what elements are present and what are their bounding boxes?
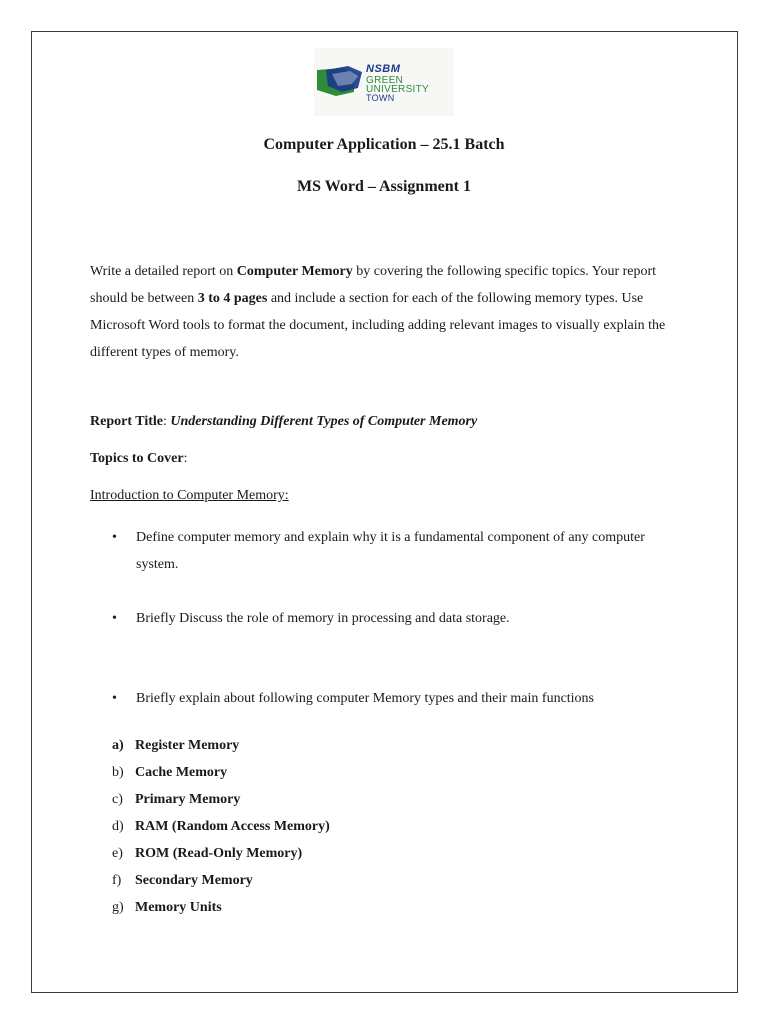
report-title-line xyxy=(90,414,477,430)
intro-text-1: Write a detailed report on xyxy=(90,264,237,279)
section-heading: Introduction to Computer Memory: xyxy=(90,488,289,503)
logo-university-text: UNIVERSITY xyxy=(366,84,430,95)
logo-town-text: TOWN xyxy=(366,93,395,103)
report-title-separator: : xyxy=(162,414,171,429)
topics-separator: : xyxy=(183,451,188,466)
logo-nsbm-text: NSBM xyxy=(366,63,401,75)
memory-type-letter: d) xyxy=(112,819,124,834)
memory-type-label: Secondary Memory xyxy=(135,873,253,888)
memory-type-letter: f) xyxy=(112,873,122,888)
memory-type-label: Memory Units xyxy=(135,900,222,915)
assignment-title: MS Word – Assignment 1 xyxy=(297,178,471,195)
memory-type-label: Primary Memory xyxy=(135,792,241,807)
memory-type-label: RAM (Random Access Memory) xyxy=(135,819,330,834)
memory-type-letter: g) xyxy=(112,900,124,915)
nsbm-logo xyxy=(314,48,454,116)
intro-paragraph xyxy=(90,258,680,366)
memory-type-letter: b) xyxy=(112,765,124,780)
course-title: Computer Application – 25.1 Batch xyxy=(263,136,505,153)
bullet-icon: • xyxy=(112,691,117,706)
intro-text-3: and include a section for each of the following memory types. Use Microsoft Word tools to format the document, including adding relevant images to visually explain the different types of memory. xyxy=(90,291,666,360)
logo-green-text: GREEN xyxy=(366,75,404,86)
memory-type-letter: e) xyxy=(112,846,123,861)
memory-type-label: Cache Memory xyxy=(135,765,228,780)
memory-type-letter: c) xyxy=(112,792,123,807)
topics-line xyxy=(90,451,187,467)
intro-bold-pages: 3 to 4 pages xyxy=(197,291,268,306)
bullet-icon: • xyxy=(112,611,117,626)
report-title-value: Understanding Different Types of Computer Memory xyxy=(170,414,478,429)
memory-type-letter: a) xyxy=(112,738,124,753)
bullet-text: Define computer memory and explain why it is a fundamental component of any computer system. xyxy=(136,530,645,572)
report-title-label: Report Title xyxy=(90,414,163,429)
bullet-text: Briefly Discuss the role of memory in processing and data storage. xyxy=(136,611,510,626)
intro-text-2: by covering the following specific topics. Your report should be between xyxy=(90,264,657,306)
memory-type-label: ROM (Read-Only Memory) xyxy=(135,846,303,861)
topics-label: Topics to Cover xyxy=(90,451,184,466)
bullet-text: Briefly explain about following computer Memory types and their main functions xyxy=(136,691,595,706)
intro-bold-topic: Computer Memory xyxy=(236,264,353,279)
memory-type-label: Register Memory xyxy=(135,738,240,753)
bullet-icon: • xyxy=(112,530,117,545)
